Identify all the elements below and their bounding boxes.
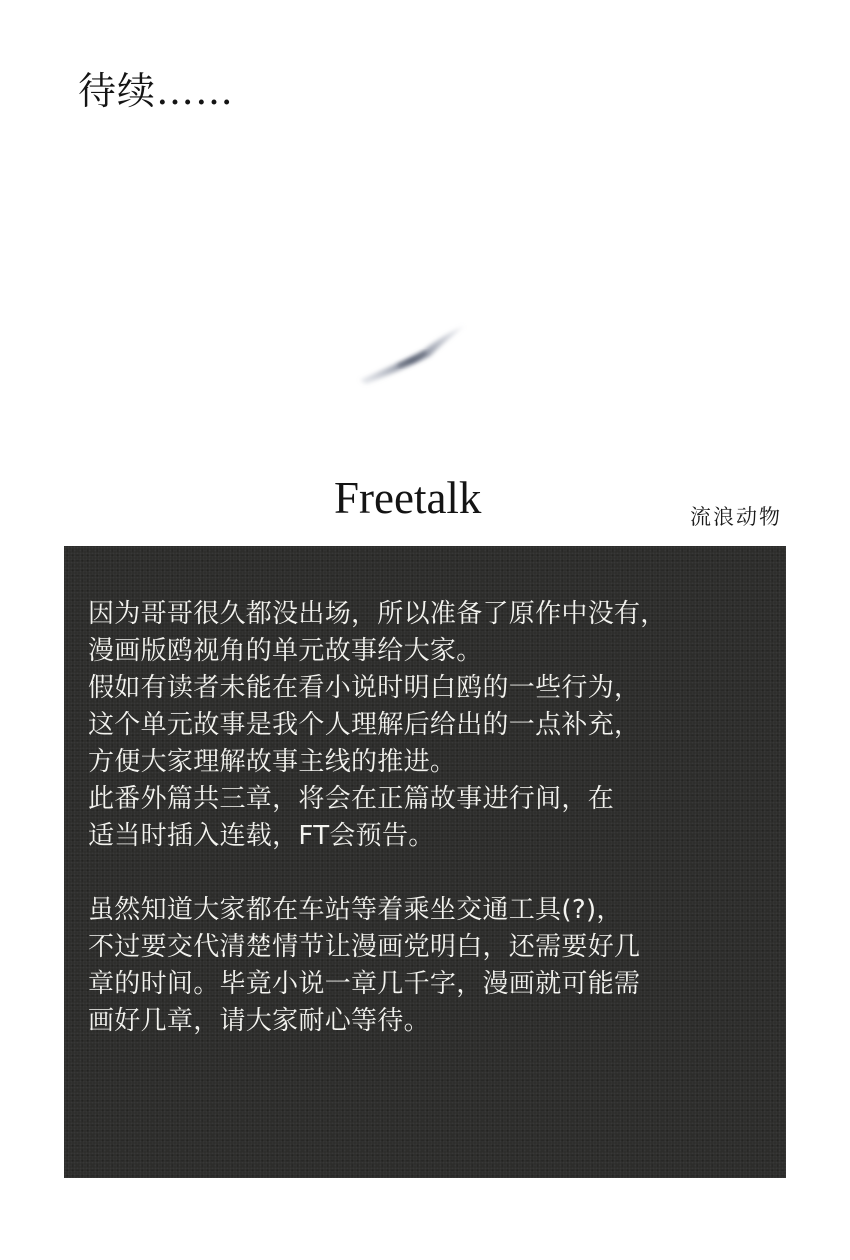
- notes-line: 适当时插入连载，FT会预告。: [88, 821, 435, 851]
- notes-line: 不过要交代清楚情节让漫画党明白，还需要好几: [88, 932, 641, 962]
- notes-line: 章的时间。毕竟小说一章几千字，漫画就可能需: [88, 969, 641, 999]
- to-be-continued-text: 待续……: [78, 69, 235, 113]
- notes-line: 方便大家理解故事主线的推进。: [88, 747, 457, 777]
- author-notes-text: [88, 596, 778, 1040]
- notes-line: 画好几章，请大家耐心等待。: [88, 1006, 430, 1036]
- notes-line: 这个单元故事是我个人理解后给出的一点补充，: [88, 710, 641, 740]
- paragraph-spacer: [88, 855, 778, 892]
- notes-line: 因为哥哥很久都没出场，所以准备了原作中没有，: [88, 599, 667, 629]
- freetalk-heading: Freetalk: [334, 473, 482, 523]
- notes-line: 虽然知道大家都在车站等着乘坐交通工具(?)，: [88, 895, 623, 925]
- author-notes-panel: [64, 546, 786, 1178]
- notes-line: 漫画版鸥视角的单元故事给大家。: [88, 636, 483, 666]
- author-name: 流浪动物: [690, 505, 782, 529]
- seagull-icon: [352, 318, 472, 390]
- notes-line: 此番外篇共三章，将会在正篇故事进行间，在: [88, 784, 615, 814]
- notes-line: 假如有读者未能在看小说时明白鸥的一些行为，: [88, 673, 641, 703]
